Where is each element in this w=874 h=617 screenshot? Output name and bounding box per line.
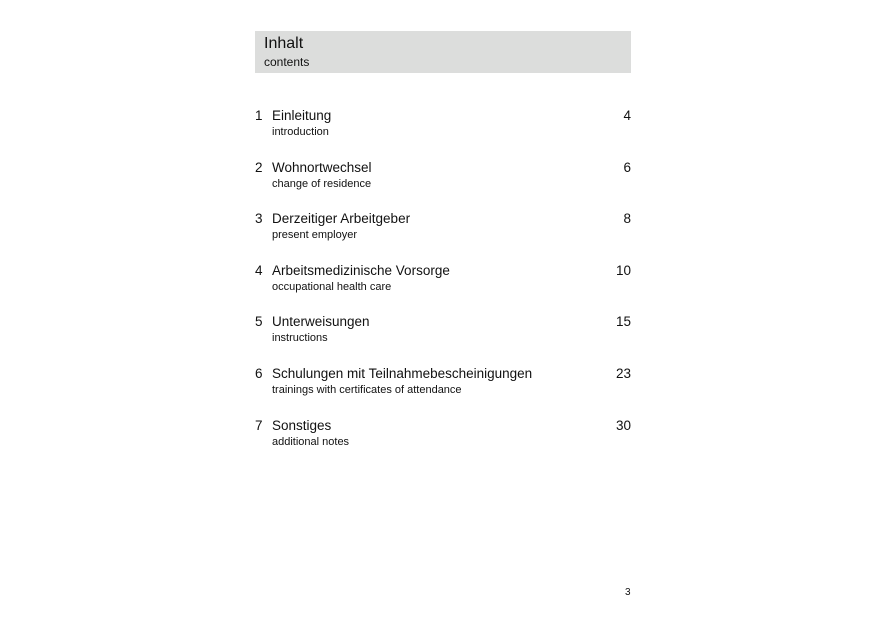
page-number: 3 xyxy=(625,587,631,598)
contents-header xyxy=(255,31,631,73)
toc-entry[interactable] xyxy=(255,108,631,148)
entry-page: 8 xyxy=(623,211,631,227)
entry-subtitle: introduction xyxy=(272,126,329,138)
entry-page: 15 xyxy=(615,314,631,330)
entry-subtitle: occupational health care xyxy=(272,280,392,293)
toc-entry[interactable] xyxy=(255,314,631,354)
entry-title: Einleitung xyxy=(272,108,332,123)
entry-title: Sonstiges xyxy=(272,417,332,433)
entry-title: Arbeitsmedizinische Vorsorge xyxy=(272,262,450,278)
toc-entry[interactable] xyxy=(255,263,631,303)
toc-entry[interactable] xyxy=(255,366,631,406)
entry-subtitle: change of residence xyxy=(272,177,372,190)
entry-number: 6 xyxy=(255,366,263,381)
entry-page: 6 xyxy=(623,159,631,175)
entry-subtitle: present employer xyxy=(272,229,357,242)
entry-title: Wohnortwechsel xyxy=(272,159,372,175)
header-subtitle: contents xyxy=(264,55,310,69)
entry-number: 3 xyxy=(255,211,263,227)
entry-subtitle: trainings with certificates of attendance xyxy=(272,384,462,396)
entry-title: Derzeitiger Arbeitgeber xyxy=(272,211,411,227)
entry-number: 1 xyxy=(255,108,263,123)
entry-page: 30 xyxy=(615,417,631,433)
header-title: Inhalt xyxy=(264,35,304,52)
entry-subtitle: instructions xyxy=(272,332,328,345)
entry-number: 2 xyxy=(255,159,263,175)
entry-title: Unterweisungen xyxy=(272,314,370,330)
entry-number: 5 xyxy=(255,314,263,330)
toc-entry[interactable] xyxy=(255,211,631,251)
entry-page: 4 xyxy=(623,108,631,123)
entry-title: Schulungen mit Teilnahmebescheinigungen xyxy=(272,366,533,381)
entry-number: 7 xyxy=(255,417,263,433)
toc-entry[interactable] xyxy=(255,160,631,200)
entry-page: 10 xyxy=(615,262,631,278)
toc-entry[interactable] xyxy=(255,418,631,458)
entry-subtitle: additional notes xyxy=(272,435,350,448)
entry-number: 4 xyxy=(255,262,263,278)
entry-page: 23 xyxy=(615,366,631,381)
